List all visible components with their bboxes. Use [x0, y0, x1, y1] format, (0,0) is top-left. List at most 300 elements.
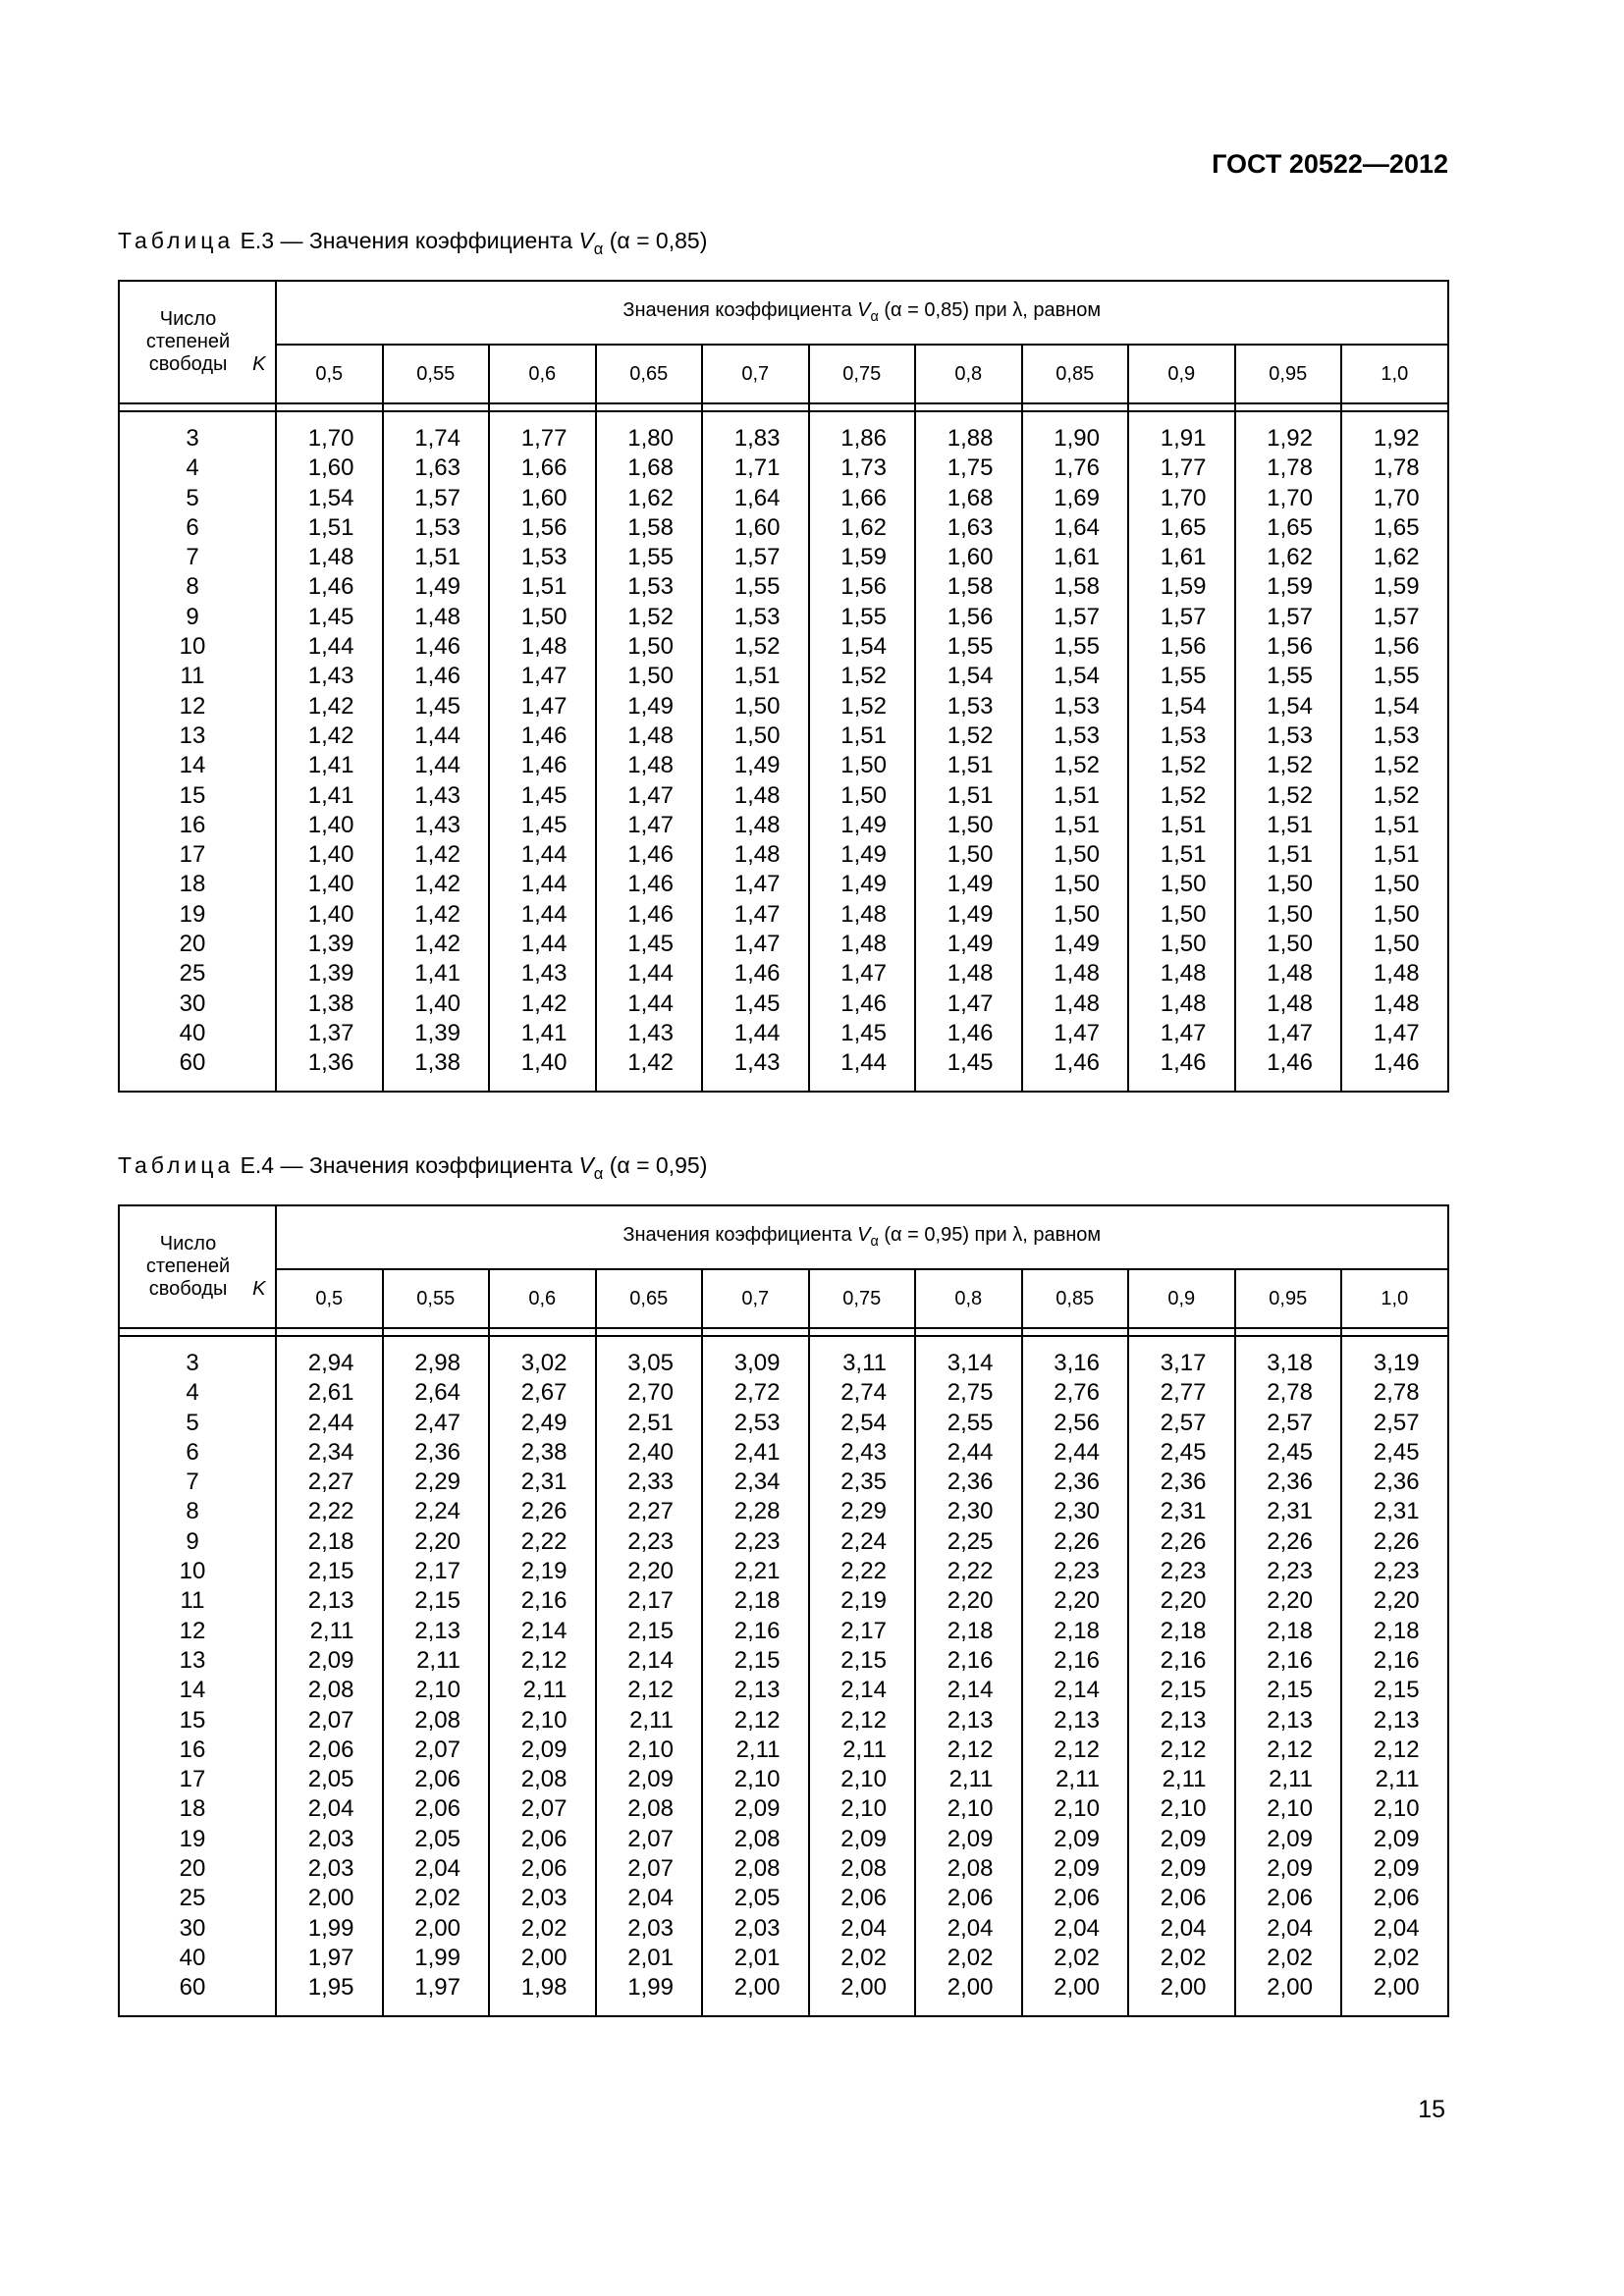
- value-cell: 1,56: [1341, 632, 1448, 662]
- value-cell: 2,51: [596, 1409, 703, 1438]
- value-cell: 1,44: [702, 1019, 809, 1048]
- value-cell: 1,45: [809, 1019, 916, 1048]
- value-cell: 2,11: [915, 1765, 1022, 1794]
- value-cell: 3,05: [596, 1336, 703, 1378]
- value-cell: 2,00: [1128, 1973, 1235, 2015]
- row-header-text: Число степеней свободы: [145, 308, 231, 375]
- lambda-header: 1,0: [1341, 345, 1448, 403]
- table-row: [119, 900, 1448, 930]
- value-cell: 2,20: [1022, 1586, 1129, 1616]
- value-cell: 2,49: [489, 1409, 596, 1438]
- value-cell: 1,50: [702, 692, 809, 721]
- value-cell: 1,77: [1128, 454, 1235, 483]
- value-cell: 1,53: [1022, 692, 1129, 721]
- value-cell: 2,75: [915, 1378, 1022, 1408]
- degrees-of-freedom-cell: 14: [119, 751, 276, 780]
- value-cell: 1,49: [915, 930, 1022, 959]
- value-cell: 1,64: [1022, 513, 1129, 543]
- header-rule: [1022, 1328, 1129, 1336]
- value-cell: 1,46: [1022, 1048, 1129, 1091]
- table-row: [119, 1914, 1448, 1944]
- value-cell: 1,62: [1341, 543, 1448, 572]
- value-cell: 1,48: [1235, 989, 1342, 1019]
- degrees-of-freedom-cell: 5: [119, 1409, 276, 1438]
- value-cell: 2,11: [702, 1735, 809, 1765]
- value-cell: 1,52: [1341, 781, 1448, 811]
- value-cell: 2,10: [489, 1706, 596, 1735]
- table-row: [119, 411, 1448, 454]
- value-cell: 2,15: [596, 1617, 703, 1646]
- table-row: [119, 959, 1448, 988]
- value-cell: 2,11: [1128, 1765, 1235, 1794]
- value-cell: 1,47: [1235, 1019, 1342, 1048]
- value-cell: 1,59: [809, 543, 916, 572]
- value-cell: 1,64: [702, 484, 809, 513]
- value-cell: 2,11: [276, 1617, 383, 1646]
- value-cell: 1,78: [1341, 454, 1448, 483]
- table-row: [119, 1944, 1448, 1973]
- value-cell: 1,46: [1235, 1048, 1342, 1091]
- value-cell: 2,13: [1128, 1706, 1235, 1735]
- lambda-header: 0,85: [1022, 1269, 1129, 1328]
- table-row: [119, 662, 1448, 691]
- value-cell: 2,38: [489, 1438, 596, 1468]
- value-cell: 2,23: [1128, 1557, 1235, 1586]
- row-header-text: Число степеней свободы: [145, 1233, 231, 1300]
- value-cell: 1,53: [1128, 721, 1235, 751]
- value-cell: 1,46: [276, 572, 383, 602]
- value-cell: 1,39: [276, 930, 383, 959]
- value-cell: 1,73: [809, 454, 916, 483]
- value-cell: 2,03: [702, 1914, 809, 1944]
- value-cell: 1,53: [383, 513, 490, 543]
- value-cell: 2,61: [276, 1378, 383, 1408]
- value-cell: 2,31: [1235, 1497, 1342, 1526]
- table-row: [119, 721, 1448, 751]
- degrees-of-freedom-cell: 30: [119, 1914, 276, 1944]
- value-cell: 1,57: [383, 484, 490, 513]
- value-cell: 1,60: [489, 484, 596, 513]
- value-cell: 2,15: [702, 1646, 809, 1676]
- value-cell: 2,54: [809, 1409, 916, 1438]
- degrees-of-freedom-cell: 60: [119, 1048, 276, 1091]
- header-rule: [489, 403, 596, 411]
- value-cell: 2,57: [1235, 1409, 1342, 1438]
- value-cell: 2,34: [702, 1468, 809, 1497]
- degrees-of-freedom-cell: 7: [119, 1468, 276, 1497]
- coefficient-symbol: V: [578, 1152, 594, 1178]
- value-cell: 1,46: [383, 662, 490, 691]
- value-cell: 2,11: [1022, 1765, 1129, 1794]
- degrees-of-freedom-cell: 25: [119, 1884, 276, 1913]
- value-cell: 1,44: [383, 751, 490, 780]
- table-row: [119, 692, 1448, 721]
- value-cell: 1,57: [1128, 603, 1235, 632]
- degrees-of-freedom-cell: 15: [119, 781, 276, 811]
- table-row: [119, 1794, 1448, 1824]
- value-cell: 2,18: [1341, 1617, 1448, 1646]
- value-cell: 1,37: [276, 1019, 383, 1048]
- degrees-of-freedom-cell: 9: [119, 1527, 276, 1557]
- table-e4: [118, 1204, 1449, 2017]
- value-cell: 1,52: [1022, 751, 1129, 780]
- lambda-header: 0,8: [915, 345, 1022, 403]
- lambda-header: 0,75: [809, 1269, 916, 1328]
- table-row: [119, 1646, 1448, 1676]
- value-cell: 2,11: [1341, 1765, 1448, 1794]
- value-cell: 2,26: [1128, 1527, 1235, 1557]
- value-cell: 1,48: [1128, 959, 1235, 988]
- value-cell: 1,48: [383, 603, 490, 632]
- value-cell: 2,10: [596, 1735, 703, 1765]
- value-cell: 1,45: [915, 1048, 1022, 1091]
- value-cell: 1,48: [596, 721, 703, 751]
- degrees-of-freedom-cell: 5: [119, 484, 276, 513]
- value-cell: 2,09: [1235, 1854, 1342, 1884]
- value-cell: 1,71: [702, 454, 809, 483]
- value-cell: 1,51: [1128, 811, 1235, 840]
- value-cell: 2,15: [1235, 1676, 1342, 1705]
- value-cell: 1,99: [383, 1944, 490, 1973]
- degrees-of-freedom-cell: 16: [119, 811, 276, 840]
- value-cell: 1,60: [702, 513, 809, 543]
- value-cell: 2,18: [1022, 1617, 1129, 1646]
- lambda-header: 0,7: [702, 1269, 809, 1328]
- lambda-header: 0,65: [596, 1269, 703, 1328]
- value-cell: 1,70: [1235, 484, 1342, 513]
- value-cell: 2,06: [276, 1735, 383, 1765]
- degrees-of-freedom-cell: 12: [119, 1617, 276, 1646]
- lambda-header: 0,9: [1128, 345, 1235, 403]
- value-cell: 1,51: [383, 543, 490, 572]
- value-cell: 1,46: [915, 1019, 1022, 1048]
- value-cell: 2,15: [383, 1586, 490, 1616]
- value-cell: 2,67: [489, 1378, 596, 1408]
- degrees-of-freedom-cell: 40: [119, 1019, 276, 1048]
- value-cell: 1,43: [489, 959, 596, 988]
- value-cell: 1,91: [1128, 411, 1235, 454]
- value-cell: 2,31: [489, 1468, 596, 1497]
- table-row: [119, 1527, 1448, 1557]
- table-row: [119, 989, 1448, 1019]
- degrees-of-freedom-cell: 25: [119, 959, 276, 988]
- value-cell: 1,48: [915, 959, 1022, 988]
- caption-text: Е.3 — Значения коэффициента: [234, 228, 579, 253]
- value-cell: 2,00: [915, 1973, 1022, 2015]
- value-cell: 1,83: [702, 411, 809, 454]
- value-cell: 1,50: [1128, 900, 1235, 930]
- degrees-of-freedom-cell: 17: [119, 1765, 276, 1794]
- value-cell: 1,99: [596, 1973, 703, 2015]
- value-cell: 2,26: [1235, 1527, 1342, 1557]
- value-cell: 1,50: [1022, 900, 1129, 930]
- value-cell: 1,52: [809, 692, 916, 721]
- value-cell: 2,20: [596, 1557, 703, 1586]
- value-cell: 1,47: [1341, 1019, 1448, 1048]
- value-cell: 2,55: [915, 1409, 1022, 1438]
- value-cell: 1,57: [702, 543, 809, 572]
- value-cell: 2,33: [596, 1468, 703, 1497]
- value-cell: 1,53: [596, 572, 703, 602]
- value-cell: 2,24: [809, 1527, 916, 1557]
- value-cell: 1,45: [489, 811, 596, 840]
- value-cell: 1,52: [1128, 751, 1235, 780]
- value-cell: 1,88: [915, 411, 1022, 454]
- table-row: [119, 1019, 1448, 1048]
- value-cell: 2,10: [809, 1794, 916, 1824]
- value-cell: 2,09: [1128, 1854, 1235, 1884]
- value-cell: 1,48: [702, 840, 809, 870]
- value-cell: 2,10: [1128, 1794, 1235, 1824]
- value-cell: 2,36: [383, 1438, 490, 1468]
- value-cell: 1,50: [1235, 870, 1342, 899]
- value-cell: 2,26: [1022, 1527, 1129, 1557]
- value-cell: 2,08: [596, 1794, 703, 1824]
- value-cell: 2,16: [702, 1617, 809, 1646]
- degrees-of-freedom-cell: 13: [119, 1646, 276, 1676]
- value-cell: 1,48: [1235, 959, 1342, 988]
- value-cell: 1,48: [702, 781, 809, 811]
- lambda-header: 0,8: [915, 1269, 1022, 1328]
- value-cell: 1,51: [1341, 840, 1448, 870]
- value-cell: 2,04: [596, 1884, 703, 1913]
- row-header-symbol: K: [252, 1278, 266, 1300]
- value-cell: 1,56: [915, 603, 1022, 632]
- table-row: [119, 1706, 1448, 1735]
- caption-alpha: (α = 0,95): [603, 1152, 708, 1178]
- value-cell: 1,90: [1022, 411, 1129, 454]
- lambda-header: 0,6: [489, 345, 596, 403]
- header-rule: [383, 1328, 490, 1336]
- header-rule: [702, 1328, 809, 1336]
- degrees-of-freedom-cell: 6: [119, 1438, 276, 1468]
- value-cell: 1,51: [1341, 811, 1448, 840]
- table-row: [119, 1557, 1448, 1586]
- value-cell: 1,55: [1022, 632, 1129, 662]
- value-cell: 1,51: [915, 781, 1022, 811]
- value-cell: 1,40: [276, 870, 383, 899]
- value-cell: 3,17: [1128, 1336, 1235, 1378]
- degrees-of-freedom-cell: 12: [119, 692, 276, 721]
- value-cell: 1,41: [383, 959, 490, 988]
- value-cell: 1,51: [915, 751, 1022, 780]
- value-cell: 1,52: [809, 662, 916, 691]
- value-cell: 1,38: [276, 989, 383, 1019]
- value-cell: 2,04: [1022, 1914, 1129, 1944]
- value-cell: 2,09: [596, 1765, 703, 1794]
- value-cell: 2,53: [702, 1409, 809, 1438]
- value-cell: 1,98: [489, 1973, 596, 2015]
- value-cell: 2,12: [1128, 1735, 1235, 1765]
- value-cell: 2,13: [276, 1586, 383, 1616]
- value-cell: 2,18: [1128, 1617, 1235, 1646]
- value-cell: 1,44: [596, 959, 703, 988]
- value-cell: 1,49: [596, 692, 703, 721]
- degrees-of-freedom-cell: 40: [119, 1944, 276, 1973]
- value-cell: 2,10: [915, 1794, 1022, 1824]
- value-cell: 1,51: [489, 572, 596, 602]
- value-cell: 1,42: [383, 840, 490, 870]
- value-cell: 2,36: [1128, 1468, 1235, 1497]
- table-row: [119, 543, 1448, 572]
- value-cell: 1,52: [1341, 751, 1448, 780]
- coefficient-subscript: α: [593, 1163, 604, 1183]
- header-rule: [915, 1328, 1022, 1336]
- value-cell: 2,08: [702, 1854, 809, 1884]
- table-row: [119, 1586, 1448, 1616]
- value-cell: 2,18: [276, 1527, 383, 1557]
- value-cell: 2,00: [809, 1973, 916, 2015]
- value-cell: 2,04: [276, 1794, 383, 1824]
- value-cell: 1,49: [809, 840, 916, 870]
- value-cell: 1,44: [489, 840, 596, 870]
- value-cell: 1,49: [1022, 930, 1129, 959]
- value-cell: 2,06: [383, 1794, 490, 1824]
- value-cell: 2,08: [276, 1676, 383, 1705]
- degrees-of-freedom-cell: 3: [119, 1336, 276, 1378]
- value-cell: 2,36: [1341, 1468, 1448, 1497]
- value-cell: 1,56: [1128, 632, 1235, 662]
- value-cell: 1,53: [702, 603, 809, 632]
- value-cell: 1,50: [702, 721, 809, 751]
- value-cell: 1,39: [383, 1019, 490, 1048]
- value-cell: 3,02: [489, 1336, 596, 1378]
- table-row: [119, 1884, 1448, 1913]
- value-cell: 1,41: [276, 751, 383, 780]
- value-cell: 1,44: [489, 930, 596, 959]
- lambda-header: 0,65: [596, 345, 703, 403]
- table-row: [119, 1825, 1448, 1854]
- value-cell: 2,13: [1235, 1706, 1342, 1735]
- table-row: [119, 1735, 1448, 1765]
- value-cell: 2,05: [276, 1765, 383, 1794]
- value-cell: 2,16: [1128, 1646, 1235, 1676]
- value-cell: 1,45: [702, 989, 809, 1019]
- value-cell: 2,04: [383, 1854, 490, 1884]
- value-cell: 2,06: [489, 1825, 596, 1854]
- value-cell: 2,09: [1235, 1825, 1342, 1854]
- value-cell: 2,56: [1022, 1409, 1129, 1438]
- value-cell: 1,65: [1235, 513, 1342, 543]
- value-cell: 2,29: [383, 1468, 490, 1497]
- value-cell: 1,50: [1341, 870, 1448, 899]
- value-cell: 1,50: [915, 840, 1022, 870]
- value-cell: 2,23: [1235, 1557, 1342, 1586]
- value-cell: 1,54: [1022, 662, 1129, 691]
- lambda-header: 0,75: [809, 345, 916, 403]
- value-cell: 2,00: [383, 1914, 490, 1944]
- value-cell: 2,13: [702, 1676, 809, 1705]
- value-cell: 1,51: [1235, 811, 1342, 840]
- value-cell: 2,04: [1341, 1914, 1448, 1944]
- lambda-header: 0,7: [702, 345, 809, 403]
- table-row: [119, 1497, 1448, 1526]
- value-cell: 1,46: [1341, 1048, 1448, 1091]
- value-cell: 2,03: [489, 1884, 596, 1913]
- value-cell: 2,15: [1128, 1676, 1235, 1705]
- degrees-of-freedom-cell: 11: [119, 1586, 276, 1616]
- caption-word: Таблица: [118, 1152, 235, 1178]
- value-cell: 1,48: [809, 900, 916, 930]
- value-cell: 1,44: [489, 870, 596, 899]
- lambda-header: 0,5: [276, 1269, 383, 1328]
- value-cell: 1,45: [276, 603, 383, 632]
- value-cell: 1,61: [1128, 543, 1235, 572]
- value-cell: 1,52: [596, 603, 703, 632]
- table-row: [119, 1378, 1448, 1408]
- value-cell: 2,44: [1022, 1438, 1129, 1468]
- value-cell: 2,01: [596, 1944, 703, 1973]
- degrees-of-freedom-cell: 19: [119, 900, 276, 930]
- degrees-of-freedom-cell: 13: [119, 721, 276, 751]
- lambda-header: 0,85: [1022, 345, 1129, 403]
- value-cell: 1,47: [915, 989, 1022, 1019]
- value-cell: 1,55: [1341, 662, 1448, 691]
- value-cell: 1,42: [596, 1048, 703, 1091]
- table-row: [119, 1409, 1448, 1438]
- value-cell: 2,08: [809, 1854, 916, 1884]
- col-header-subscript: α: [870, 309, 879, 326]
- value-cell: 1,49: [915, 900, 1022, 930]
- table-row: [119, 1468, 1448, 1497]
- value-cell: 1,46: [489, 751, 596, 780]
- degrees-of-freedom-cell: 10: [119, 1557, 276, 1586]
- value-cell: 1,55: [596, 543, 703, 572]
- value-cell: 2,06: [1341, 1884, 1448, 1913]
- value-cell: 1,55: [1235, 662, 1342, 691]
- value-cell: 1,78: [1235, 454, 1342, 483]
- value-cell: 1,46: [809, 989, 916, 1019]
- value-cell: 2,12: [915, 1735, 1022, 1765]
- value-cell: 1,63: [383, 454, 490, 483]
- header-rule: [596, 403, 703, 411]
- value-cell: 2,15: [1341, 1676, 1448, 1705]
- value-cell: 2,00: [489, 1944, 596, 1973]
- header-rule: [702, 403, 809, 411]
- value-cell: 1,54: [915, 662, 1022, 691]
- value-cell: 2,12: [596, 1676, 703, 1705]
- value-cell: 2,72: [702, 1378, 809, 1408]
- value-cell: 1,43: [383, 811, 490, 840]
- value-cell: 2,31: [1341, 1497, 1448, 1526]
- value-cell: 2,76: [1022, 1378, 1129, 1408]
- value-cell: 1,48: [276, 543, 383, 572]
- value-cell: 1,58: [915, 572, 1022, 602]
- value-cell: 1,46: [383, 632, 490, 662]
- value-cell: 1,59: [1128, 572, 1235, 602]
- value-cell: 2,12: [1235, 1735, 1342, 1765]
- value-cell: 1,53: [489, 543, 596, 572]
- value-cell: 2,64: [383, 1378, 490, 1408]
- value-cell: 1,50: [809, 781, 916, 811]
- value-cell: 1,47: [702, 930, 809, 959]
- row-header: [119, 281, 276, 403]
- value-cell: 2,12: [809, 1706, 916, 1735]
- col-header-symbol: V: [857, 1224, 871, 1247]
- row-header: [119, 1205, 276, 1328]
- col-header-symbol: V: [857, 299, 871, 322]
- value-cell: 1,58: [1022, 572, 1129, 602]
- col-header-prefix: Значения коэффициента: [623, 299, 858, 322]
- table-row: [119, 1048, 1448, 1091]
- table-row: [119, 1336, 1448, 1378]
- value-cell: 2,02: [809, 1944, 916, 1973]
- value-cell: 1,46: [489, 721, 596, 751]
- value-cell: 2,04: [1235, 1914, 1342, 1944]
- value-cell: 1,58: [596, 513, 703, 543]
- value-cell: 2,22: [489, 1527, 596, 1557]
- value-cell: 1,70: [276, 411, 383, 454]
